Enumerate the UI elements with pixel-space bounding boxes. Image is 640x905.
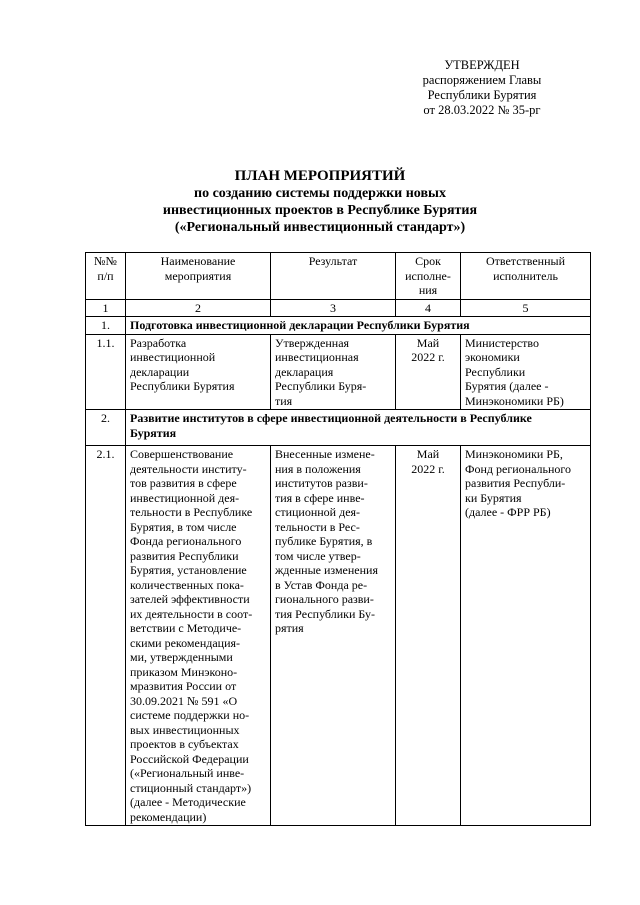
section-row bbox=[86, 317, 591, 335]
text-line: Российской Федерации bbox=[130, 751, 249, 766]
text-line: ветствии с Методиче- bbox=[130, 621, 242, 635]
text-line: инвестиционная bbox=[275, 350, 359, 364]
text-line: Минэкономики РБ, bbox=[465, 447, 563, 461]
header-name bbox=[126, 253, 271, 300]
text-line: Министерство bbox=[465, 335, 539, 350]
header-result bbox=[271, 253, 396, 300]
text-line: 2022 г. bbox=[411, 461, 445, 476]
title-line: ПЛАН МЕРОПРИЯТИЙ bbox=[234, 168, 406, 184]
text-line: системе поддержки но- bbox=[130, 708, 250, 722]
text-line: Фонда регионального bbox=[130, 534, 242, 548]
section-number: 2. bbox=[86, 410, 126, 446]
text-line: исполне- bbox=[405, 268, 451, 283]
text-line: инвестиционной дея- bbox=[130, 490, 240, 505]
text-line: Республики Буря- bbox=[275, 379, 367, 393]
text-line: декларации bbox=[130, 364, 190, 379]
section-number: 1. bbox=[86, 317, 126, 335]
approval-line: распоряжением Главы bbox=[422, 73, 542, 87]
text-line: Бурятия bbox=[130, 425, 177, 440]
column-number: 3 bbox=[271, 299, 396, 317]
column-number: 1 bbox=[86, 299, 126, 317]
header-term bbox=[396, 253, 461, 300]
text-line: («Региональный инве- bbox=[130, 766, 245, 780]
text-line: (далее - Методические bbox=[130, 795, 246, 809]
text-line: Разработка bbox=[130, 335, 187, 350]
text-line: Развитие институтов в сфере инвестиционной деятельности в Республике bbox=[130, 411, 532, 425]
row-name bbox=[126, 446, 271, 826]
text-line: тов развития в сфере bbox=[130, 476, 237, 490]
row-number: 1.1. bbox=[86, 334, 126, 410]
text-line: ки Бурятия bbox=[465, 490, 522, 505]
text-line: мразвития России от bbox=[130, 679, 237, 693]
approval-line: от 28.03.2022 № 35-рг bbox=[423, 103, 541, 117]
text-line: Внесенные измене- bbox=[275, 447, 375, 461]
text-line: Минэкономики РБ) bbox=[465, 393, 564, 408]
text-line: развития Республики bbox=[130, 548, 239, 563]
text-line: инвестиционной bbox=[130, 350, 216, 364]
text-line: публике Бурятия, в bbox=[275, 534, 373, 548]
column-number-row bbox=[86, 299, 591, 317]
text-line: Май bbox=[416, 335, 440, 350]
column-number: 5 bbox=[461, 299, 591, 317]
text-line: тия Республики Бу- bbox=[275, 606, 375, 621]
row-result bbox=[271, 446, 396, 826]
text-line: приказом Минэконо- bbox=[130, 664, 238, 679]
table-row bbox=[86, 334, 591, 410]
text-line: стиционный стандарт») bbox=[130, 780, 252, 795]
column-number: 4 bbox=[396, 299, 461, 317]
text-line: Совершенствование bbox=[130, 447, 234, 461]
text-line: развития Республи- bbox=[465, 476, 566, 490]
action-plan-table bbox=[85, 252, 591, 826]
row-term bbox=[396, 334, 461, 410]
text-line: Республики bbox=[465, 364, 526, 379]
text-line: тельности в Республике bbox=[130, 505, 253, 519]
text-line: рекомендации) bbox=[130, 809, 207, 824]
row-result bbox=[271, 334, 396, 410]
document-title bbox=[80, 168, 560, 236]
row-executor bbox=[461, 446, 591, 826]
text-line: институтов разви- bbox=[275, 476, 368, 490]
text-line: №№ bbox=[94, 254, 117, 268]
text-line: Республики Бурятия bbox=[130, 379, 235, 393]
text-line: рятия bbox=[275, 621, 304, 635]
text-line: 30.09.2021 № 591 «О bbox=[130, 693, 238, 708]
text-line: Бурятия, установление bbox=[130, 563, 247, 577]
text-line: проектов в субъектах bbox=[130, 737, 239, 751]
text-line: (далее - ФРР РБ) bbox=[465, 505, 551, 519]
header-executor bbox=[461, 253, 591, 300]
text-line: Наименование bbox=[160, 254, 236, 268]
text-line: в Устав Фонда ре- bbox=[275, 577, 368, 592]
text-line: Результат bbox=[308, 254, 358, 268]
text-line: жденные изменения bbox=[275, 563, 378, 577]
text-line: экономики bbox=[465, 350, 520, 364]
text-line: Срок bbox=[415, 254, 441, 268]
text-line: количественных пока- bbox=[130, 577, 244, 592]
row-term bbox=[396, 446, 461, 826]
section-row bbox=[86, 410, 591, 446]
row-executor bbox=[461, 334, 591, 410]
text-line: Ответственный bbox=[485, 254, 566, 268]
row-name bbox=[126, 334, 271, 410]
text-line: Фонд регионального bbox=[465, 461, 572, 476]
title-line: («Региональный инвестиционный стандарт») bbox=[174, 220, 466, 235]
text-line: ния в положения bbox=[275, 461, 361, 476]
text-line: декларация bbox=[275, 364, 334, 379]
row-number: 2.1. bbox=[86, 446, 126, 826]
text-line: тия в сфере инве- bbox=[275, 490, 365, 505]
text-line: скими рекомендация- bbox=[130, 635, 241, 650]
column-number: 2 bbox=[126, 299, 271, 317]
title-line: инвестиционных проектов в Республике Бурятия bbox=[162, 203, 478, 218]
text-line: ми, утвержденными bbox=[130, 650, 233, 664]
title-line: по созданию системы поддержки новых bbox=[194, 186, 446, 201]
approval-stamp bbox=[397, 58, 567, 118]
text-line: Май bbox=[416, 447, 440, 461]
text-line: Утвержденная bbox=[275, 335, 350, 350]
text-line: гионального разви- bbox=[275, 592, 374, 606]
approval-line: Республики Бурятия bbox=[427, 88, 537, 102]
text-line: деятельности институ- bbox=[130, 461, 247, 476]
text-line: Бурятия (далее - bbox=[465, 379, 549, 393]
table-header-row bbox=[86, 253, 591, 300]
approval-line: УТВЕРЖДЕН bbox=[444, 58, 520, 72]
text-line: 2022 г. bbox=[411, 350, 445, 364]
text-line: тия bbox=[275, 393, 293, 408]
section-title bbox=[126, 410, 591, 446]
text-line: том числе утвер- bbox=[275, 548, 361, 563]
section-title: Подготовка инвестиционной декларации Республики Бурятия bbox=[126, 317, 591, 335]
text-line: стиционной дея- bbox=[275, 505, 361, 519]
table-row bbox=[86, 446, 591, 826]
text-line: их деятельности в соот- bbox=[130, 606, 253, 621]
header-num bbox=[86, 253, 126, 300]
text-line: мероприятия bbox=[164, 268, 232, 283]
text-line: зателей эффективности bbox=[130, 592, 250, 606]
text-line: Бурятия, в том числе bbox=[130, 519, 237, 534]
text-line: ния bbox=[418, 283, 438, 297]
text-line: вых инвестиционных bbox=[130, 722, 240, 737]
text-line: п/п bbox=[97, 268, 114, 283]
text-line: исполнитель bbox=[493, 268, 558, 283]
text-line: тельности в Рес- bbox=[275, 519, 360, 534]
